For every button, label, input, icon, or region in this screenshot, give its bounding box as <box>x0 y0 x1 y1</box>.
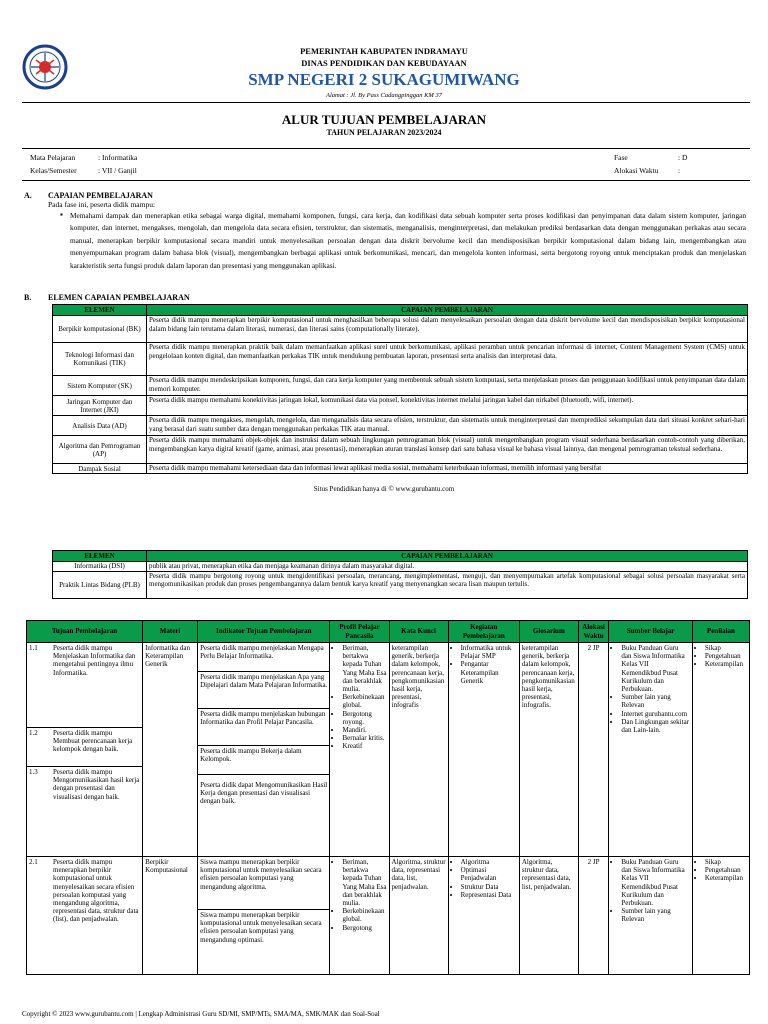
indikator-item: Peserta didik mampu Bekerja dalam Kelompok. <box>198 746 329 775</box>
elemen-table <box>52 304 748 474</box>
tp-col-header: Indikator Tujuan Pembelajaran <box>198 621 330 643</box>
elemen-name: Analisis Data (AD) <box>53 416 147 436</box>
glosarium-cell: Algoritma, struktur data, representasi data, list, penjadwalan. <box>519 857 578 975</box>
cp-header: CAPAIAN PEMBELAJARAN <box>147 551 748 562</box>
alokasi-cell: 2 JP <box>578 643 609 857</box>
kelas-value: : VII / Ganjil <box>98 166 137 175</box>
tp-number: 1.1 <box>29 644 38 652</box>
doc-title: ALUR TUJUAN PEMBELAJARAN <box>281 112 487 127</box>
indikator-item: Peserta didik mampu menjelaskan Apa yang Dipelajari dalam Mata Pelajaran Informatika. <box>198 672 329 709</box>
table-row <box>53 571 748 598</box>
kegiatan-item: • Representasi Data <box>461 891 517 899</box>
penilaian-item: • Sikap <box>705 644 747 652</box>
penilaian-item: • Pengetahuan <box>705 652 747 660</box>
elemen-header: ELEMEN <box>53 551 147 562</box>
elemen-desc: Peserta didik mampu memahami konektivitas jaringan lokal, komunikasi data via ponsel, konektivitas internet melalui jaringan kabel dan nirkabel (bluetooth, wifi, internet). <box>147 396 748 416</box>
dept-name: DINAS PENDIDIKAN DAN KEBUDAYAAN <box>301 58 467 68</box>
sumber-item: • Internet gurubantu.com <box>621 710 690 718</box>
profil-item: • Beriman, bertakwa kepada Tuhan Yang Maha Esa dan berakhlak mulia. <box>342 858 386 907</box>
elemen-table-continued <box>52 550 748 599</box>
profil-item: • Berkebinekaan global. <box>342 907 386 923</box>
kegiatan-item: • Struktur Data <box>461 883 517 891</box>
tp-text: Peserta didik mampu Menjelaskan Informatika dan mengetahui pentingnya ilmu Informatika. <box>53 644 136 677</box>
table-row <box>27 643 750 857</box>
mapel-label: Mata Pelajaran <box>30 153 76 162</box>
elemen-desc: Peserta didik mampu menerapkan berpikir komputasional untuk menghasilkan beberapa solusi dalam menyelesaikan persoalan dengan data diskrit bervolume kecil dan mendisposisikan berpikir komputasional dalam bidang lain terutama dalam literasi, numerasi, dan literasi sains (computationally literate). <box>147 316 748 343</box>
elemen-name: Algoritma dan Pemrograman (AP) <box>53 436 147 464</box>
table-row <box>53 464 748 474</box>
elemen-desc: Peserta didik mampu menerapkan praktik baik dalam memanfaatkan aplikasi surel untuk berkomunikasi, aplikasi peramban untuk pencarian informasi di internet, Content Management System (CMS) untuk pengelolaan konten digital, dan memanfaatkan perkakas TIK untuk mendukung pembuatan laporan, presentasi serta analisis dan interpretasi data. <box>147 343 748 376</box>
table-row <box>53 396 748 416</box>
info-bottom-divider <box>22 180 750 181</box>
alokasi-value: : <box>678 166 681 175</box>
section-a-letter: A. <box>24 191 32 200</box>
tp-text: Peserta didik mampu Membuat perencanaan kerja kelompok dengan baik. <box>53 729 133 754</box>
tp-col-header: Alokasi Waktu <box>578 621 609 643</box>
section-b-letter: B. <box>24 293 32 302</box>
table-row <box>53 562 748 571</box>
profil-item: • Berkebinekaan global. <box>342 693 386 709</box>
profil-item: • Bernalar kritis. <box>342 734 386 742</box>
elemen-desc: Peserta didik mampu memahami objek-objek dan instruksi dalam sebuah lingkungan pemrograman blok (visual) untuk mengembangkan program visual sederhana berdasarkan contoh-contoh yang diberikan, mengembangkan karya digital kreatif (game, animasi, atau presentasi), menerapkan aturan translasi konsep dari satu bahasa visual ke bahasa visual lainnya, dan mengenal pemrograman tekstual sederhana. <box>147 436 748 464</box>
kegiatan-cell <box>448 643 519 857</box>
table-row <box>27 857 750 975</box>
table-row <box>53 416 748 436</box>
kegiatan-cell <box>448 857 519 975</box>
profil-item: • Beriman, bertakwa kepada Tuhan Yang Maha Esa dan berakhlak mulia. <box>342 644 386 693</box>
tp-col-header: Sumber Belajar <box>609 621 693 643</box>
elemen-desc: publik atau privat, menerapkan etika dan menjaga keamanan dirinya dalam masyarakat digital. <box>147 562 748 571</box>
penilaian-item: • Keterampilan <box>705 874 747 882</box>
profil-item: • Bergotong royong. <box>342 710 386 726</box>
kata-kunci-cell: Algoritma, struktur data, representasi data, list, penjadwalan. <box>389 857 448 975</box>
tp-number: 1.3 <box>29 768 38 776</box>
materi-cell: Informatika dan Keterampilan Generik <box>143 643 198 857</box>
tp-col-header: Tujuan Pembelajaran <box>27 621 143 643</box>
mapel-value: : Informatika <box>98 153 138 162</box>
school-name: SMP NEGERI 2 SUKAGUMIWANG <box>248 70 520 89</box>
elemen-name: Dampak Sosial <box>53 464 147 474</box>
kegiatan-item: • Algoritma <box>461 858 517 866</box>
tp-col-header: Glosarium <box>519 621 578 643</box>
tp-col-header: Kegiatan Pembelajaran <box>448 621 519 643</box>
elemen-name: Praktik Lintas Bidang (PLB) <box>53 571 147 598</box>
sumber-item: • Buku Panduan Guru dan Siswa Informatika Kelas VII Kemendikbud Pusat Kurikulum dan Perbukuan. <box>621 858 690 907</box>
profil-item: • Kreatif <box>342 742 386 750</box>
tp-col-header: Kata Kunci <box>389 621 448 643</box>
tp-text: Peserta didik mampu menerapkan berpikir komputasional untuk menyelesaikan secara efisien persoalan komputasi yang mengandung algoritma, representasi data, struktur data (list), dan penjadwalan. <box>53 858 139 924</box>
tp-cell <box>27 857 143 975</box>
section-a-bullet: ▪ <box>60 210 63 219</box>
section-a-text: Memahami dampak dan menerapkan etika sebagai warga digital, memahami komponen, fungsi, cara kerja, dan kodifikasi data sebuah komputer serta proses kodifikasi dan penyimpanan data dalam sistem komputer, jaringan komputer, dan internet, mengakses, mengolah, dan mengelola data secara efisien, terstruktur, dan sistematis, menganalisis, menginterpretasi, dan melakukan prediksi berdasarkan data dengan menggunakan perkakas atau secara manual, menerapkan berpikir komputasional secara mandiri untuk menyelesaikan persoalan dengan data diskrit bervolume kecil dan mendisposisikan berpikir komputasional dalam bidang lain, mengembangkan atau menyempurnakan program dalam bahasa blok (visual), mengembangkan berbagai aplikasi untuk berkomunikasi, mencari, dan mengelola konten informasi, serta bergotong royong untuk menciptakan produk dan menjelaskan karakteristik serta fungsi produk dalam laporan dan presentasi yang menggunakan aplikasi. <box>70 211 746 270</box>
section-b-title: ELEMEN CAPAIAN PEMBELAJARAN <box>48 293 190 302</box>
profil-item: • Mandiri. <box>342 726 386 734</box>
kelas-label: Kelas/Semester <box>30 166 77 175</box>
table-row <box>53 316 748 343</box>
elemen-desc: Peserta didik mampu memahami ketersediaan data dan informasi lewat aplikasi media sosial, memahami keterbukaan informasi, memilih informasi yang bersifat <box>147 464 748 474</box>
penilaian-cell <box>692 857 749 975</box>
sumber-item: • Dan Lingkungan sekitar dan Lain-lain. <box>621 718 690 734</box>
sumber-item: • Buku Panduan Guru dan Siswa Informatika Kelas VII Kemendikbud Pusat Kurikulum dan Perbukuan. <box>621 644 690 693</box>
alokasi-label: Alokasi Waktu <box>614 166 659 175</box>
profil-cell <box>330 643 389 857</box>
materi-cell: Berpikir Komputasional <box>143 857 198 975</box>
fase-label: Fase <box>614 153 628 162</box>
kegiatan-item: • Optimasi Penjadwalan <box>461 866 517 882</box>
table-row <box>53 436 748 464</box>
elemen-name: Informatika (DSI) <box>53 562 147 571</box>
indikator-item: Peserta didik mampu menjelaskan Mengapa Perlu Belajar Informatika. <box>198 643 329 672</box>
section-a-title: CAPAIAN PEMBELAJARAN <box>48 191 153 200</box>
table-row <box>53 343 748 376</box>
tp-number: 2.1 <box>29 858 38 866</box>
sumber-item: • Sumber lain yang Relevan <box>621 907 690 923</box>
elemen-name: Berpikir komputasional (BK) <box>53 316 147 343</box>
indikator-cell <box>198 643 330 857</box>
indikator-item: Siswa mampu menerapkan berpikir komputasional untuk menyelesaikan secara efisien persoalan komputasi yang mengandung algoritma. <box>198 857 329 910</box>
tp-col-header: Penilaian <box>692 621 749 643</box>
kata-kunci-cell: keterampilan generik, berkerja dalam kelompok, perencanaan kerja, pengkomunikasian hasil kerja, presentasi, infografis <box>389 643 448 857</box>
sumber-cell <box>609 643 693 857</box>
penilaian-cell <box>692 643 749 857</box>
elemen-name: Jaringan Komputer dan Internet (JKI) <box>53 396 147 416</box>
fase-value: : D <box>678 153 688 162</box>
penilaian-item: • Sikap <box>705 858 747 866</box>
elemen-desc: Peserta didik mampu mendeskripsikan komponen, fungsi, dan cara kerja komputer yang membentuk sebuah sistem komputasi, serta menjelaskan proses dan penggunaan kodifikasi untuk penyimpanan data dalam memori komputer. <box>147 376 748 396</box>
table-row <box>53 376 748 396</box>
doc-subtitle: TAHUN PELAJARAN 2023/2024 <box>326 128 442 137</box>
gov-name: PEMERINTAH KABUPATEN INDRAMAYU <box>300 46 468 56</box>
kegiatan-item: • Informatika untuk Pelajar SMP <box>461 644 517 660</box>
tp-table <box>26 620 750 975</box>
tp-number: 1.2 <box>29 729 38 737</box>
cp-header: CAPAIAN PEMBELAJARAN <box>147 305 748 316</box>
page-footer-note: Situs Pendidikan hanya di © www.gurubantu.com <box>313 485 455 493</box>
tp-col-header: Profil Pelajar Pancasila <box>330 621 389 643</box>
elemen-desc: Peserta didik mampu bergotong royong untuk mengidentifikasi persoalan, merancang, mengimplementasi, menguji, dan menyempurnakan artefak komputasional sebagai solusi persoalan masyarakat serta mengomunikasikan produk dan proses pengembangannya dalam bentuk karya kreatif yang menyenangkan secara lisan maupun tertulis. <box>147 571 748 598</box>
tp-col-header: Materi <box>143 621 198 643</box>
header-divider <box>22 102 750 103</box>
indikator-cell <box>198 857 330 975</box>
sumber-cell <box>609 857 693 975</box>
elemen-name: Teknologi Informasi dan Komunikasi (TIK) <box>53 343 147 376</box>
section-a-intro: Pada fase ini, peserta didik mampu: <box>48 200 156 209</box>
penilaian-item: • Keterampilan <box>705 660 747 668</box>
elemen-header: ELEMEN <box>53 305 147 316</box>
kegiatan-item: • Pengantar Keterampilan Generik <box>461 660 517 685</box>
copyright-footer: Copyright © 2023 www.gurubantu.com | Lengkap Administrasi Guru SD/MI, SMP/MTs, SMA/MA, SMK/MAK dan Soal-Soal <box>22 1010 380 1018</box>
profil-item: • Bergotong <box>342 924 386 932</box>
indikator-item: Siswa mampu menerapkan berpikir komputasional untuk menyelesaikan secara efisien persoalan komputasi yang mengandung optimasi. <box>200 911 322 944</box>
tp-cell <box>27 643 143 857</box>
elemen-desc: Peserta didik mampu mengakses, mengolah, mengelola, dan menganalisis data secara efisien, terstruktur, dan sistematis untuk menginterpretasi dan memprediksi sekumpulan data dari situasi konkret sehari-hari yang berasal dari suatu sumber data dengan menggunakan perkakas TIK atau manual. <box>147 416 748 436</box>
elemen-name: Sistem Komputer (SK) <box>53 376 147 396</box>
penilaian-item: • Pengetahuan <box>705 866 747 874</box>
sumber-item: • Sumber lain yang Relevan <box>621 693 690 709</box>
alokasi-cell: 2 JP <box>578 857 609 975</box>
tp-text: Peserta didik mampu Mengomunikasikan hasil kerja dengan presentasi dan visualisasi dengan baik. <box>53 768 140 801</box>
indikator-item: Peserta didik mampu menjelaskan hubungan Informatika dan Profil Pelajar Pancasila. <box>198 709 329 746</box>
glosarium-cell: keterampilan generik, berkerja dalam kelompok, perencanaan kerja, pengkomunikasian hasil kerja, presentasi, infografis. <box>519 643 578 857</box>
profil-cell <box>330 857 389 975</box>
info-top-divider <box>22 148 750 149</box>
indikator-item: Peserta didik dapat Mengomunikasikan Hasil Kerja dengan presentasi dan visualisasi dengan baik. <box>200 781 328 806</box>
school-address: Alamat : Jl. By Pass Cadangpinggan KM 37 <box>326 92 442 99</box>
